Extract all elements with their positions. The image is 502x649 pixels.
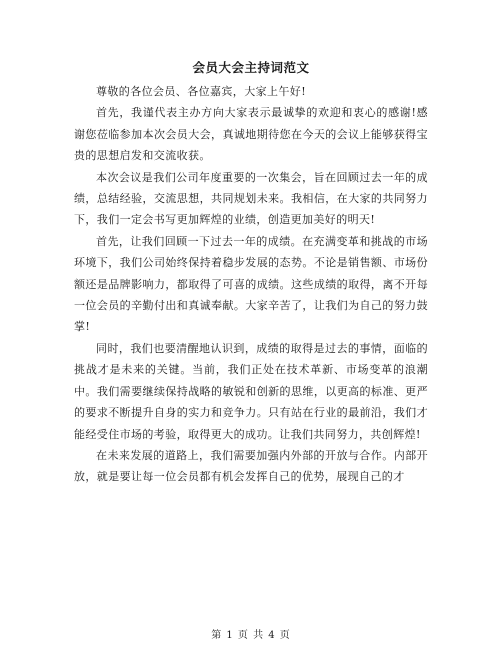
page-number-footer: 第 1 页 共 4 页 [211, 630, 291, 641]
paragraph-greeting: 尊敬的各位会员、各位嘉宾，大家上午好! [96, 85, 307, 98]
paragraph-challenges: 同时，我们也要清醒地认识到，成绩的取得是过去的事情，面临的挑战才是未来的关键。当前，我们正处在技术革新、市场变革的浪潮中。我们需要继续保持战略的敏锐和创新的思维，以更高的标准、更严的要求不断提升自身的实力和竞争力。只有站在行业的最前沿，我们才能经受住市场的考验，取得更大的成功。让我们共同努力，共创辉煌! [74, 341, 428, 441]
paragraph-welcome: 首先，我谨代表主办方向大家表示最诚挚的欢迎和衷心的感谢!感谢您莅临参加本次会员大会，真诚地期待您在今天的会议上能够获得宝贵的思想启发和交流收获。 [74, 106, 428, 163]
paragraph-cooperation: 在未来发展的道路上，我们需要加强内外部的开放与合作。内部开放，就是要让每一位会员都有机会发挥自己的优势，展现自己的才 [74, 448, 428, 484]
document-title: 会员大会主持词范文 [192, 60, 310, 75]
paragraph-purpose: 本次会议是我们公司年度重要的一次集会，旨在回顾过去一年的成绩，总结经验，交流思想，共同规划未来。我相信，在大家的共同努力下，我们一定会书写更加辉煌的业绩，创造更加美好的明天! [74, 170, 428, 227]
paragraph-review: 首先，让我们回顾一下过去一年的成绩。在充满变革和挑战的市场环境下，我们公司始终保持着稳步发展的态势。不论是销售额、市场份额还是品牌影响力，都取得了可喜的成绩。这些成绩的取得，离不开每一位会员的辛勤付出和真诚奉献。大家辛苦了，让我们为自己的努力鼓掌! [74, 234, 428, 334]
document-body [74, 81, 428, 488]
